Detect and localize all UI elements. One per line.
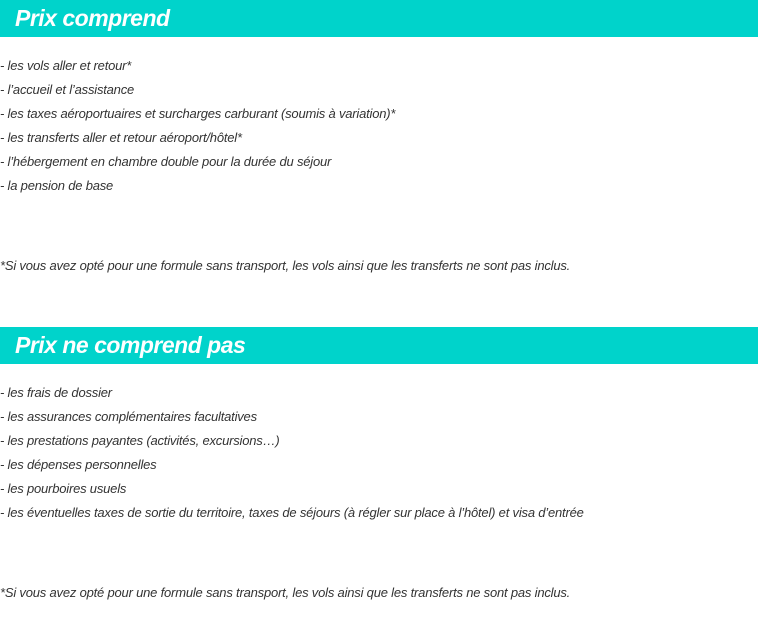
section-title: Prix comprend (15, 5, 170, 31)
list-item: - les pourboires usuels (0, 481, 127, 496)
section-header-included (0, 0, 758, 37)
list-item: - les prestations payantes (activités, excursions…) (0, 433, 280, 448)
list-item: - les taxes aéroportuaires et surcharges carburant (soumis à variation)* (0, 106, 396, 121)
included-list (0, 54, 395, 198)
section-header-not-included (0, 327, 758, 364)
list-item: - les éventuelles taxes de sortie du territoire, taxes de séjours (à régler sur place à l’hôtel) et visa d’entrée (0, 505, 584, 520)
list-item: - l’accueil et l’assistance (0, 82, 135, 97)
footnote: *Si vous avez opté pour une formule sans transport, les vols ainsi que les transferts ne sont pas inclus. (0, 258, 571, 273)
list-item: - les frais de dossier (0, 385, 112, 400)
list-item: - les transferts aller et retour aéroport/hôtel* (0, 130, 242, 145)
list-item: - les dépenses personnelles (0, 457, 157, 472)
section-title: Prix ne comprend pas (15, 332, 246, 358)
not-included-list (0, 381, 584, 525)
footnote: *Si vous avez opté pour une formule sans transport, les vols ainsi que les transferts ne sont pas inclus. (0, 585, 571, 600)
list-item: - l’hébergement en chambre double pour la durée du séjour (0, 154, 332, 169)
list-item: - les vols aller et retour* (0, 58, 132, 73)
list-item: - les assurances complémentaires facultatives (0, 409, 257, 424)
list-item: - la pension de base (0, 178, 114, 193)
